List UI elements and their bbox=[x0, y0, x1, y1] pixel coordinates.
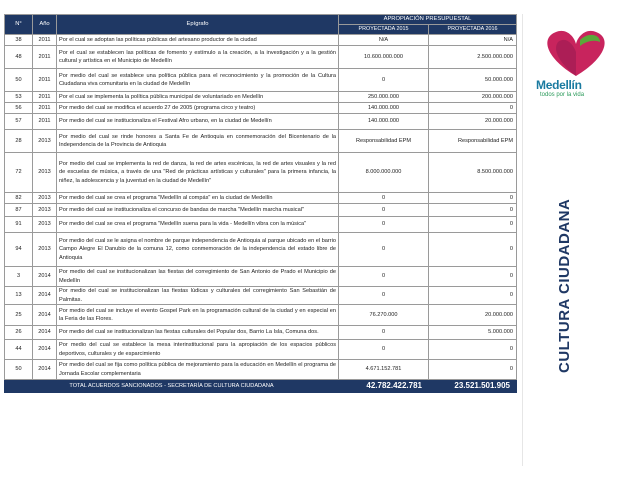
table-row bbox=[5, 204, 517, 217]
row-year: 2011 bbox=[33, 69, 57, 92]
table-row bbox=[5, 267, 517, 287]
row-epigraph: Por el cual se implementa la política pública municipal de voluntariado en Medellín bbox=[57, 92, 339, 103]
table-row bbox=[5, 217, 517, 233]
row-no: 48 bbox=[5, 46, 33, 69]
header-2015: PROYECTADA 2015 bbox=[339, 25, 429, 35]
row-no: 50 bbox=[5, 69, 33, 92]
row-no: 44 bbox=[5, 340, 33, 360]
row-2016: Responsabilidad EPM bbox=[429, 130, 517, 153]
table-row bbox=[5, 114, 517, 130]
row-2015: 4.671.152.781 bbox=[339, 360, 429, 380]
row-2015: 0 bbox=[339, 69, 429, 92]
row-2015: 0 bbox=[339, 287, 429, 305]
table-row bbox=[5, 287, 517, 305]
row-epigraph: Por medio del cual se incluye el evento Gospel Park en la programación cultural de la ciudad y en especial en la Feria de las Flores. bbox=[57, 305, 339, 326]
row-2016: 0 bbox=[429, 233, 517, 267]
row-year: 2014 bbox=[33, 340, 57, 360]
row-no: 91 bbox=[5, 217, 33, 233]
row-2016: 50.000.000 bbox=[429, 69, 517, 92]
row-no: 56 bbox=[5, 103, 33, 114]
row-2015: 0 bbox=[339, 267, 429, 287]
row-epigraph: Por medio del cual se institucionaliza el Festival Afro urbano, en la ciudad de Medellín bbox=[57, 114, 339, 130]
row-no: 82 bbox=[5, 193, 33, 204]
row-2016: N/A bbox=[429, 35, 517, 46]
row-epigraph: Por medio del cual se rinde honores a Santa Fe de Antioquia en conmemoración del Bicentenario de la Independencia de la Provincia de Antioquia bbox=[57, 130, 339, 153]
table-row bbox=[5, 305, 517, 326]
row-2016: 0 bbox=[429, 287, 517, 305]
row-2016: 0 bbox=[429, 267, 517, 287]
row-2015: 10.600.000.000 bbox=[339, 46, 429, 69]
row-year: 2013 bbox=[33, 153, 57, 193]
row-2016: 0 bbox=[429, 340, 517, 360]
row-2016: 0 bbox=[429, 103, 517, 114]
row-year: 2013 bbox=[33, 193, 57, 204]
header-year: Año bbox=[33, 15, 57, 35]
table-row bbox=[5, 92, 517, 103]
row-2015: 76.270.000 bbox=[339, 305, 429, 326]
row-epigraph: Por medio del cual se modifica el acuerdo 27 de 2005 (programa circo y teatro) bbox=[57, 103, 339, 114]
row-year: 2014 bbox=[33, 360, 57, 380]
row-2016: 0 bbox=[429, 204, 517, 217]
row-2015: 0 bbox=[339, 217, 429, 233]
row-2015: N/A bbox=[339, 35, 429, 46]
table-row bbox=[5, 193, 517, 204]
row-2016: 20.000.000 bbox=[429, 305, 517, 326]
row-no: 26 bbox=[5, 326, 33, 340]
row-2016: 2.500.000.000 bbox=[429, 46, 517, 69]
row-2016: 8.500.000.000 bbox=[429, 153, 517, 193]
table-row bbox=[5, 130, 517, 153]
row-no: 87 bbox=[5, 204, 33, 217]
row-no: 13 bbox=[5, 287, 33, 305]
table-row bbox=[5, 326, 517, 340]
row-epigraph: Por medio del cual se establece una política pública para el reconocimiento y la promoción de la Cultura Ciudadana viva comunitaria en la ciudad de Medellín bbox=[57, 69, 339, 92]
row-no: 3 bbox=[5, 267, 33, 287]
row-epigraph: Por medio del cual se le asigna el nombre de parque independencia de Antioquia al parque ubicado en el barrio Campo Alegre El Danubio de la comuna 12, como conmemoración de la independencia del estado libre de Antioquia bbox=[57, 233, 339, 267]
row-2015: 250.000.000 bbox=[339, 92, 429, 103]
header-budget: APROPIACIÓN PRESUPUESTAL bbox=[339, 15, 517, 25]
row-2015: 140.000.000 bbox=[339, 103, 429, 114]
row-year: 2014 bbox=[33, 326, 57, 340]
table-row bbox=[5, 69, 517, 92]
row-2015: Responsabilidad EPM bbox=[339, 130, 429, 153]
row-year: 2013 bbox=[33, 217, 57, 233]
row-no: 72 bbox=[5, 153, 33, 193]
table-row bbox=[5, 233, 517, 267]
row-2016: 0 bbox=[429, 360, 517, 380]
row-epigraph: Por medio del cual se institucionalizan las fiestas culturales del Popular dos, Barrio La Isla, Comuna dos. bbox=[57, 326, 339, 340]
total-2015: 42.782.422.781 bbox=[339, 380, 429, 393]
row-epigraph: Por medio del cual se establece la mesa interinstitucional para la apropiación de los espacios públicos deportivos, culturales y de esparcimiento bbox=[57, 340, 339, 360]
row-epigraph: Por el cual se establecen las políticas de fomento y estímulo a la creación, a la investigación y a la gestión cultural y artística en el Municipio de Medellín bbox=[57, 46, 339, 69]
row-year: 2014 bbox=[33, 287, 57, 305]
row-year: 2011 bbox=[33, 46, 57, 69]
row-no: 53 bbox=[5, 92, 33, 103]
row-year: 2013 bbox=[33, 130, 57, 153]
row-2015: 0 bbox=[339, 340, 429, 360]
row-epigraph: Por medio del cual se institucionalizan las fiestas del corregimiento de San Antonio de Prado el Municipio de Medellín bbox=[57, 267, 339, 287]
row-epigraph: Por el cual se adoptan las políticas públicas del artesano productor de la ciudad bbox=[57, 35, 339, 46]
row-no: 50 bbox=[5, 360, 33, 380]
row-2016: 20.000.000 bbox=[429, 114, 517, 130]
row-2016: 5.000.000 bbox=[429, 326, 517, 340]
table-row bbox=[5, 103, 517, 114]
row-epigraph: Por medio del cual se institucionaliza el concurso de bandas de marcha "Medellín marcha musical" bbox=[57, 204, 339, 217]
row-epigraph: Por medio del cual se crea el programa "Medellín suena para la vida - Medellín vibra con la música" bbox=[57, 217, 339, 233]
row-year: 2011 bbox=[33, 92, 57, 103]
total-2016: 23.521.501.905 bbox=[429, 380, 517, 393]
table-row bbox=[5, 340, 517, 360]
row-epigraph: Por medio del cual se institucionalizan las fiestas lúdicas y culturales del corregimiento San Sebastián de Palmitas. bbox=[57, 287, 339, 305]
row-year: 2011 bbox=[33, 35, 57, 46]
row-year: 2013 bbox=[33, 204, 57, 217]
table-row bbox=[5, 35, 517, 46]
row-2015: 8.000.000.000 bbox=[339, 153, 429, 193]
row-epigraph: Por medio del cual se fija como política pública de mejoramiento para la educación en Medellín el programa de Jornada Escolar complementaria bbox=[57, 360, 339, 380]
total-label: TOTAL ACUERDOS SANCIONADOS - SECRETARÍA DE CULTURA CIUDADANA bbox=[5, 380, 339, 393]
row-no: 28 bbox=[5, 130, 33, 153]
agreements-table bbox=[4, 14, 517, 393]
medellin-heart-logo bbox=[526, 18, 626, 114]
row-year: 2013 bbox=[33, 233, 57, 267]
row-year: 2014 bbox=[33, 267, 57, 287]
row-no: 57 bbox=[5, 114, 33, 130]
row-2015: 0 bbox=[339, 326, 429, 340]
row-epigraph: Por medio del cual se implementa la red de danza, la red de artes escénicas, la red de artes visuales y la red de escuelas de música, a través de una "Red de prácticas artísticas y culturales" para la primera infancia, la niñez, la adolescencia y la juventud en la ciudad de Medellín" bbox=[57, 153, 339, 193]
row-2016: 0 bbox=[429, 193, 517, 204]
row-2015: 140.000.000 bbox=[339, 114, 429, 130]
row-epigraph: Por medio del cual se crea el programa "Medellín al compás" en la ciudad de Medellín bbox=[57, 193, 339, 204]
row-no: 25 bbox=[5, 305, 33, 326]
header-no: N° bbox=[5, 15, 33, 35]
row-2016: 0 bbox=[429, 217, 517, 233]
brand-tagline: todos por la vida bbox=[540, 92, 585, 98]
row-year: 2014 bbox=[33, 305, 57, 326]
section-title: CULTURA CIUDADANA bbox=[556, 198, 573, 373]
row-2016: 200.000.000 bbox=[429, 92, 517, 103]
brand-name: Medellín bbox=[536, 78, 582, 92]
table-row bbox=[5, 360, 517, 380]
row-no: 38 bbox=[5, 35, 33, 46]
table-row bbox=[5, 46, 517, 69]
row-no: 94 bbox=[5, 233, 33, 267]
header-epigraph: Epígrafo bbox=[57, 15, 339, 35]
row-2015: 0 bbox=[339, 204, 429, 217]
row-2015: 0 bbox=[339, 193, 429, 204]
row-2015: 0 bbox=[339, 233, 429, 267]
row-year: 2011 bbox=[33, 114, 57, 130]
row-year: 2011 bbox=[33, 103, 57, 114]
header-2016: PROYECTADA 2016 bbox=[429, 25, 517, 35]
table-row bbox=[5, 153, 517, 193]
